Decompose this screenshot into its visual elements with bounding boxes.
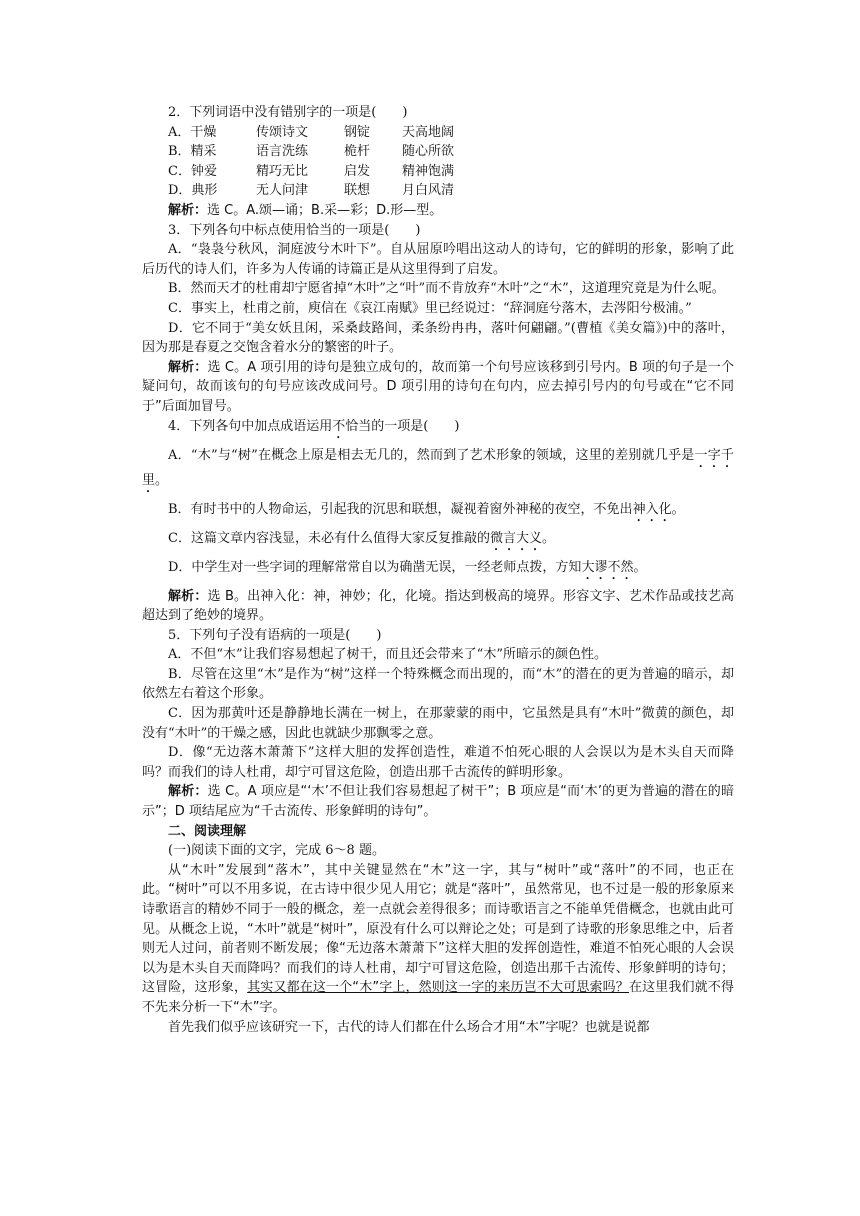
section-heading: 二、阅读理解 bbox=[168, 823, 247, 839]
q4-option-a bbox=[142, 446, 734, 496]
q4-analysis bbox=[142, 587, 734, 626]
q3-stem: 3．下列各句中标点使用恰当的一项是( ) bbox=[168, 222, 421, 238]
q4-a-end: 。 bbox=[155, 472, 169, 488]
q4-c-end: 。 bbox=[541, 530, 555, 546]
q5-analysis bbox=[142, 782, 734, 821]
q4-b-idiom: 神入化 bbox=[632, 501, 672, 517]
reading-instruction: (一)阅读下面的文字，完成 6～8 题。 bbox=[168, 843, 385, 859]
option-word: 语言洗练 bbox=[256, 144, 309, 160]
q5-stem: 5．下列句子没有语病的一项是( ) bbox=[168, 627, 382, 643]
q4-stem-dotted: 不 bbox=[332, 418, 346, 434]
option-word: B．精采 bbox=[168, 144, 217, 160]
option-word: 联想 bbox=[344, 183, 371, 199]
q4-stem-pre: 4．下列各句中加点成语运用 bbox=[168, 418, 333, 434]
q4-stem bbox=[142, 417, 734, 442]
q4-b-end: 。 bbox=[671, 501, 685, 517]
q3-option-b: B．然而天才的杜甫却宁愿省掉“木叶”之“叶”而不肯放弃“木叶”之“木”，这道理究竟是为什么呢。 bbox=[168, 281, 725, 297]
q4-b-text: B．有时书中的人物命运，引起我的沉思和联想，凝视着窗外神秘的夜空，不免出 bbox=[168, 501, 633, 517]
q4-a-text: A．“木”与“树”在概念上原是相去无几的，然而到了艺术形象的领域，这里的差别就几乎是 bbox=[168, 447, 695, 463]
option-word: 无人问津 bbox=[256, 183, 309, 199]
analysis-label: 解析： bbox=[168, 359, 208, 375]
q4-a-idiom: 一字千里 bbox=[142, 447, 734, 488]
q2-stem: 2．下列词语中没有错别字的一项是( ) bbox=[168, 105, 408, 120]
q3-option-d: D．它不同于“美女妖且闲，采桑歧路间，柔条纷冉冉，落叶何翩翩。”(曹植《美女篇》)中的落叶，因为那是春夏之交饱含着水分的繁密的叶子。 bbox=[142, 320, 734, 356]
q5-option-a: A．不但“木”让我们容易想起了树干，而且还会带来了“木”所暗示的颜色性。 bbox=[168, 647, 607, 663]
option-word: 桅杆 bbox=[344, 144, 371, 160]
q3-option-c: C．事实上，杜甫之前，庾信在《哀江南赋》里已经说过：“辞洞庭兮落木，去涔阳兮极浦。” bbox=[168, 300, 692, 316]
paragraph-text-end: 在这里我们就不得不先来分析一下“木”字。 bbox=[142, 980, 734, 1015]
option-word: 天高地阔 bbox=[402, 124, 455, 140]
analysis-text: 选 B。出神入化：神，神妙；化，化境。指达到极高的境界。形容文字、艺术作品或技艺高超达到了绝妙的境界。 bbox=[142, 588, 734, 624]
option-word: A．干燥 bbox=[168, 124, 217, 140]
q4-d-idiom: 大谬不然 bbox=[581, 559, 634, 575]
q4-d-end: 。 bbox=[633, 559, 647, 575]
option-word: 传颂诗文 bbox=[256, 124, 309, 140]
analysis-text: 选 C。A.颂—诵；B.采—彩；D.形—型。 bbox=[207, 202, 443, 218]
q4-option-b bbox=[142, 500, 734, 525]
q4-c-idiom: 微言大义 bbox=[489, 530, 542, 546]
q5-option-b: B．尽管在这里“木”是作为“树”这样一个特殊概念而出现的，而“木”的潜在的更为普遍的暗示，却依然左右着这个形象。 bbox=[142, 666, 734, 702]
analysis-text: 选 C。A 项引用的诗句是独立成句的，故而第一个句号应该移到引号内。B 项的句子是一个疑问句，故而该句的句号应该改成问号。D 项引用的诗句在句内，应去掉引号内的句号或在“它不同于”后面加冒号。 bbox=[142, 359, 734, 414]
option-word: 精神饱满 bbox=[402, 163, 455, 179]
q3-option-a: A．“袅袅兮秋风，洞庭波兮木叶下”。自从屈原吟唱出这动人的诗句，它的鲜明的形象，影响了此后历代的诗人们，许多为人传诵的诗篇正是从这里得到了启发。 bbox=[142, 242, 734, 277]
q5-option-d: D．像“无边落木萧萧下”这样大胆的发挥创造性，难道不怕死心眼的人会误以为是木头自天而降吗？而我们的诗人杜甫，却宁可冒这危险，创造出那千古流传的鲜明形象。 bbox=[142, 745, 734, 780]
q2-analysis bbox=[142, 201, 734, 221]
q5-option-c: C．因为那黄叶还是静静地长满在一树上，在那蒙蒙的雨中，它虽然是具有“木叶”微黄的颜色，却没有“木叶”的干燥之感，因此也就缺少那飘零之意。 bbox=[142, 706, 734, 741]
option-word: 启发 bbox=[344, 163, 371, 179]
analysis-text: 选 C。A 项应是“‘木’不但让我们容易想起了树干”；B 项应是“而‘木’的更为普遍的潜在的暗示”；D 项结尾应为“千古流传、形象鲜明的诗句”。 bbox=[142, 784, 734, 820]
reading-paragraph-1 bbox=[142, 861, 734, 1018]
paragraph-text: 从“木叶”发展到“落木”，其中关键显然在“木”这一字，其与“树叶”或“落叶”的不同，也正在此。“树叶”可以不用多说，在古诗中很少见人用它；就是“落叶”，虽然常见，也不过是一般的形象原来诗歌语言的精妙不同于一般的概念，差一点就会差得很多；而诗歌语言之不能单凭借概念，也就由此可见。从概念上说，“木叶”就是“树叶”，原没有什么可以辩论之处；可是到了诗歌的形象思维之中，后者则无人过问，前者则不断发展；像“无边落木萧萧下”这样大胆的发挥创造性，难道不怕死心眼的人会误以为是木头自天而降吗？而我们的诗人杜甫，却宁可冒这危险，创造出那千古流传、形象鲜明的诗句；这冒险，这形象， bbox=[142, 862, 734, 996]
q4-c-text: C．这篇文章内容浅显，未必有什么值得大家反复推敲的 bbox=[168, 530, 490, 546]
q2-option-b bbox=[142, 142, 734, 162]
document-content bbox=[142, 103, 734, 1037]
q4-option-d bbox=[142, 558, 734, 583]
option-word: 月白风清 bbox=[402, 183, 455, 199]
analysis-label: 解析： bbox=[168, 784, 208, 800]
option-word: 随心所欲 bbox=[402, 144, 455, 160]
reading-paragraph-2: 首先我们似乎应该研究一下，古代的诗人们都在什么场合才用“木”字呢？也就是说都 bbox=[168, 1019, 650, 1035]
analysis-label: 解析： bbox=[168, 202, 208, 218]
underlined-sentence: 其实又都在这一个“木”字上，然则这一字的来历岂不大可思索吗？ bbox=[247, 980, 629, 996]
q3-analysis bbox=[142, 358, 734, 417]
option-word: 精巧无比 bbox=[256, 163, 309, 179]
analysis-label: 解析： bbox=[168, 588, 208, 604]
q4-option-c bbox=[142, 529, 734, 554]
option-word: D．典形 bbox=[168, 183, 218, 199]
q2-option-c bbox=[142, 162, 734, 182]
q2-option-d bbox=[142, 181, 734, 201]
q4-stem-post: 恰当的一项是( ) bbox=[345, 418, 460, 434]
option-word: C．钟爱 bbox=[168, 163, 217, 179]
q2-option-a bbox=[142, 123, 734, 143]
option-word: 钢锭 bbox=[344, 124, 371, 140]
q4-d-text: D．中学生对一些字词的理解常常自以为确凿无误，一经老师点拨，方知 bbox=[168, 559, 582, 575]
